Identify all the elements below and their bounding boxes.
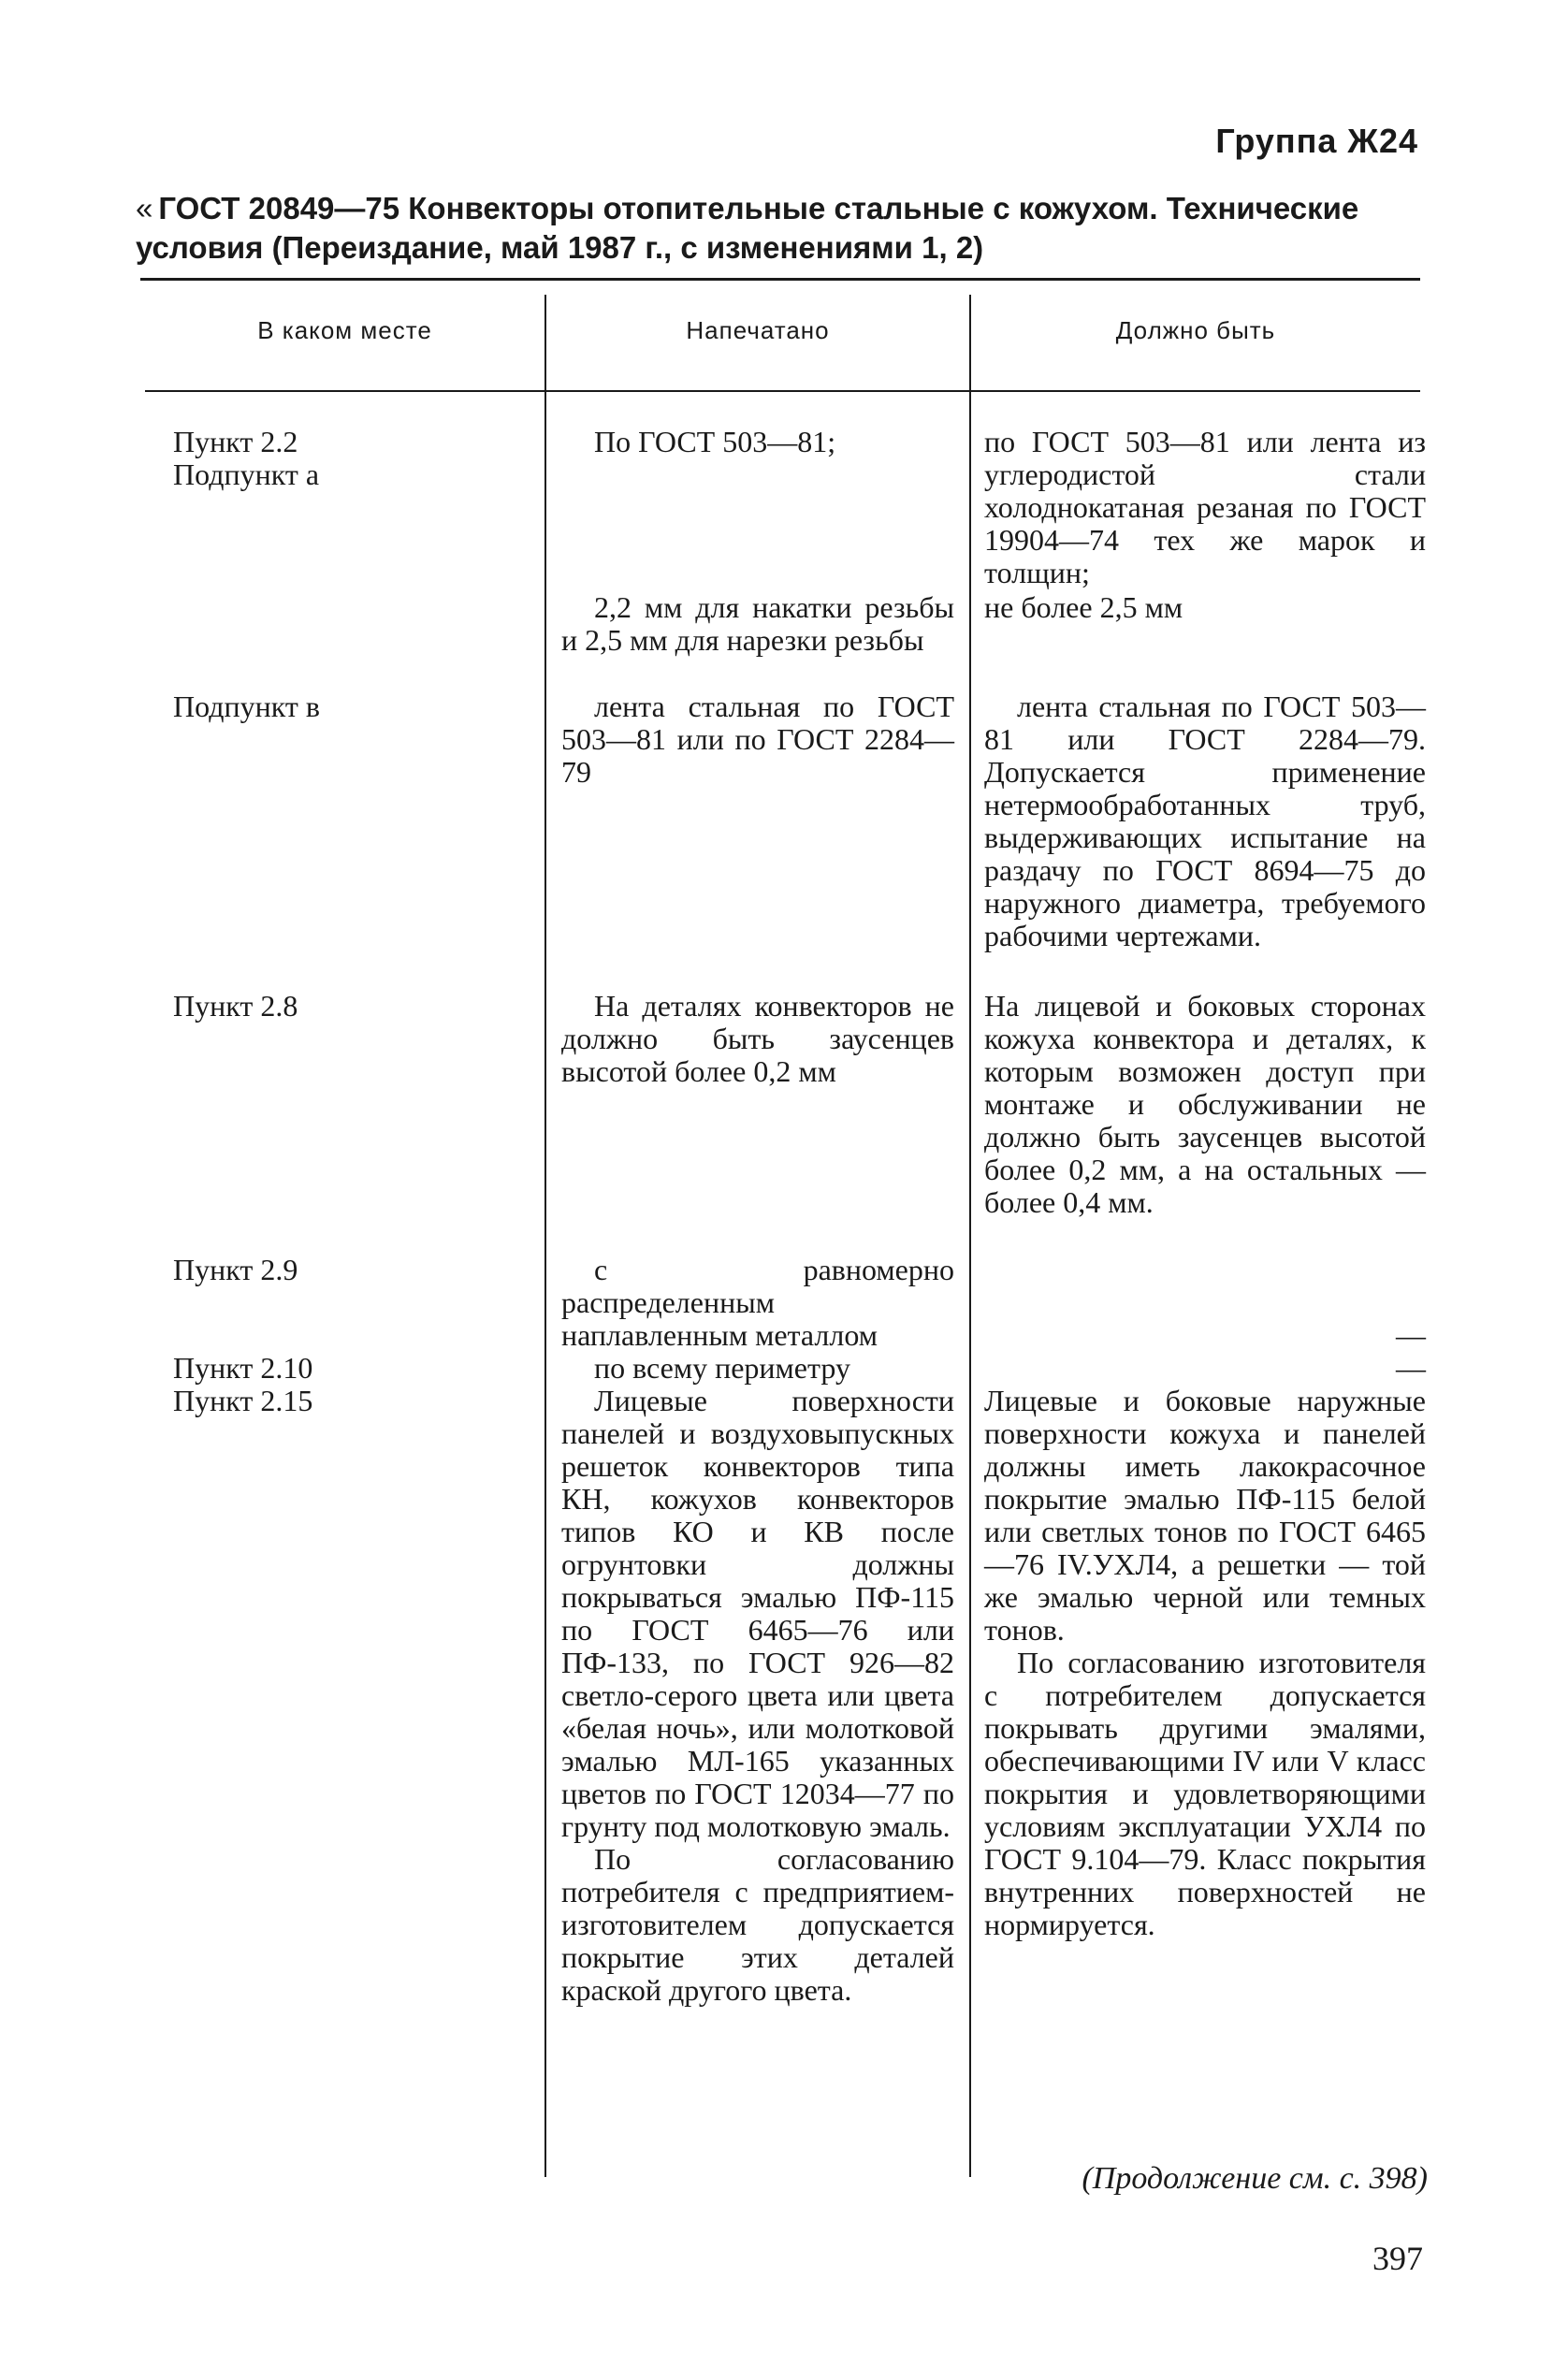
row-1-printed: По ГОСТ 503—81; bbox=[594, 425, 836, 458]
document-title: ГОСТ 20849—75 Конвекторы отопительные стальные с кожухом. Технические условия (Переиздание, май 1987 г., с изменениями 1, 2) bbox=[136, 191, 1359, 265]
row-6-place: Пункт 2.10 bbox=[173, 1351, 313, 1385]
row-3-place: Подпункт в bbox=[173, 689, 320, 723]
header-rule bbox=[145, 390, 1420, 392]
row-7-should-paragraph-2: По согласованию изготовителя с потребителем допускается покрывать другими эмалями, обеспечивающими IV или V класс покрытия и удовлетворяющими условиям эксплуатации УХЛ4 по ГОСТ 9.104—79. Класс покрытия внутренних поверхностей не нормируется. bbox=[984, 1646, 1426, 1941]
row-4-place: Пункт 2.8 bbox=[173, 989, 298, 1023]
row-7-should-be bbox=[984, 1385, 1426, 1941]
row-5-printed: с равномерно распределенным наплавленным металлом bbox=[561, 1253, 954, 1352]
column-header-should-be: Должно быть bbox=[1115, 316, 1276, 344]
row-4-printed: На деталях конвекторов не должно быть заусенцев высотой более 0,2 мм bbox=[561, 989, 954, 1088]
quote-mark: « bbox=[136, 191, 153, 225]
page-number: 397 bbox=[1372, 2240, 1423, 2277]
document-title-block bbox=[136, 189, 1422, 268]
column-header-place: В каком месте bbox=[257, 316, 432, 344]
row-7-place: Пункт 2.15 bbox=[173, 1384, 313, 1417]
row-7-printed-paragraph-2: По согласованию потребителя с предприятием-изготовителем допускается покрытие этих деталей краской другого цвета. bbox=[561, 1842, 954, 2007]
row-5-place: Пункт 2.9 bbox=[173, 1253, 298, 1286]
row-2-should-be: не более 2,5 мм bbox=[984, 590, 1183, 624]
row-7-should-paragraph-1: Лицевые и боковые наружные поверхности кожуха и панелей должны иметь лакокрасочное покрытие эмалью ПФ-115 белой или светлых тонов по ГОСТ 6465—76 IV.УХЛ4, а решетки — той же эмалью черной или темных тонов. bbox=[984, 1384, 1426, 1647]
row-2-printed: 2,2 мм для накатки резьбы и 2,5 мм для нарезки резьбы bbox=[561, 590, 954, 657]
row-5-should-be: — bbox=[1396, 1318, 1426, 1352]
top-rule bbox=[140, 278, 1420, 281]
row-1-place-subitem: Подпункт а bbox=[173, 457, 320, 491]
continuation-note: (Продолжение см. с. 398) bbox=[1082, 2161, 1428, 2196]
row-1-place bbox=[173, 426, 538, 491]
row-7-printed-paragraph-1: Лицевые поверхности панелей и воздуховыпускных решеток конвекторов типа КН, кожухов конвекторов типов КО и КВ после огрунтовки должны покрываться эмалью ПФ-115 по ГОСТ 6465—76 или ПФ-133, по ГОСТ 926—82 светло-серого цвета или цвета «белая ночь», или молотковой эмалью МЛ-165 указанных цветов по ГОСТ 12034—77 по грунту под молотковую эмаль. bbox=[561, 1384, 954, 1843]
column-divider-2 bbox=[969, 295, 971, 2177]
row-6-should-be: — bbox=[1396, 1351, 1426, 1385]
row-3-printed: лента стальная по ГОСТ 503—81 или по ГОСТ 2284—79 bbox=[561, 689, 954, 789]
row-4-should-be: На лицевой и боковых сторонах кожуха конвектора и деталях, к которым возможен доступ при монтаже и обслуживании не должно быть заусенцев высотой более 0,2 мм, а на остальных — более 0,4 мм. bbox=[984, 989, 1426, 1219]
column-header-printed: Напечатано bbox=[686, 316, 830, 344]
group-code: Группа Ж24 bbox=[1215, 122, 1418, 160]
row-6-printed: по всему периметру bbox=[594, 1351, 850, 1385]
row-1-should-be: по ГОСТ 503—81 или лента из углеродистой стали холоднокатаная резаная по ГОСТ 19904—74 тех же марок и толщин; bbox=[984, 425, 1426, 589]
row-7-printed bbox=[561, 1385, 954, 2007]
row-1-place-item: Пункт 2.2 bbox=[173, 425, 298, 458]
row-3-should-be: лента стальная по ГОСТ 503—81 или ГОСТ 2284—79. Допускается применение нетермообработанных труб, выдерживающих испытание на раздачу по ГОСТ 8694—75 до наружного диаметра, требуемого рабочими чертежами. bbox=[984, 689, 1426, 952]
column-divider-1 bbox=[544, 295, 546, 2177]
